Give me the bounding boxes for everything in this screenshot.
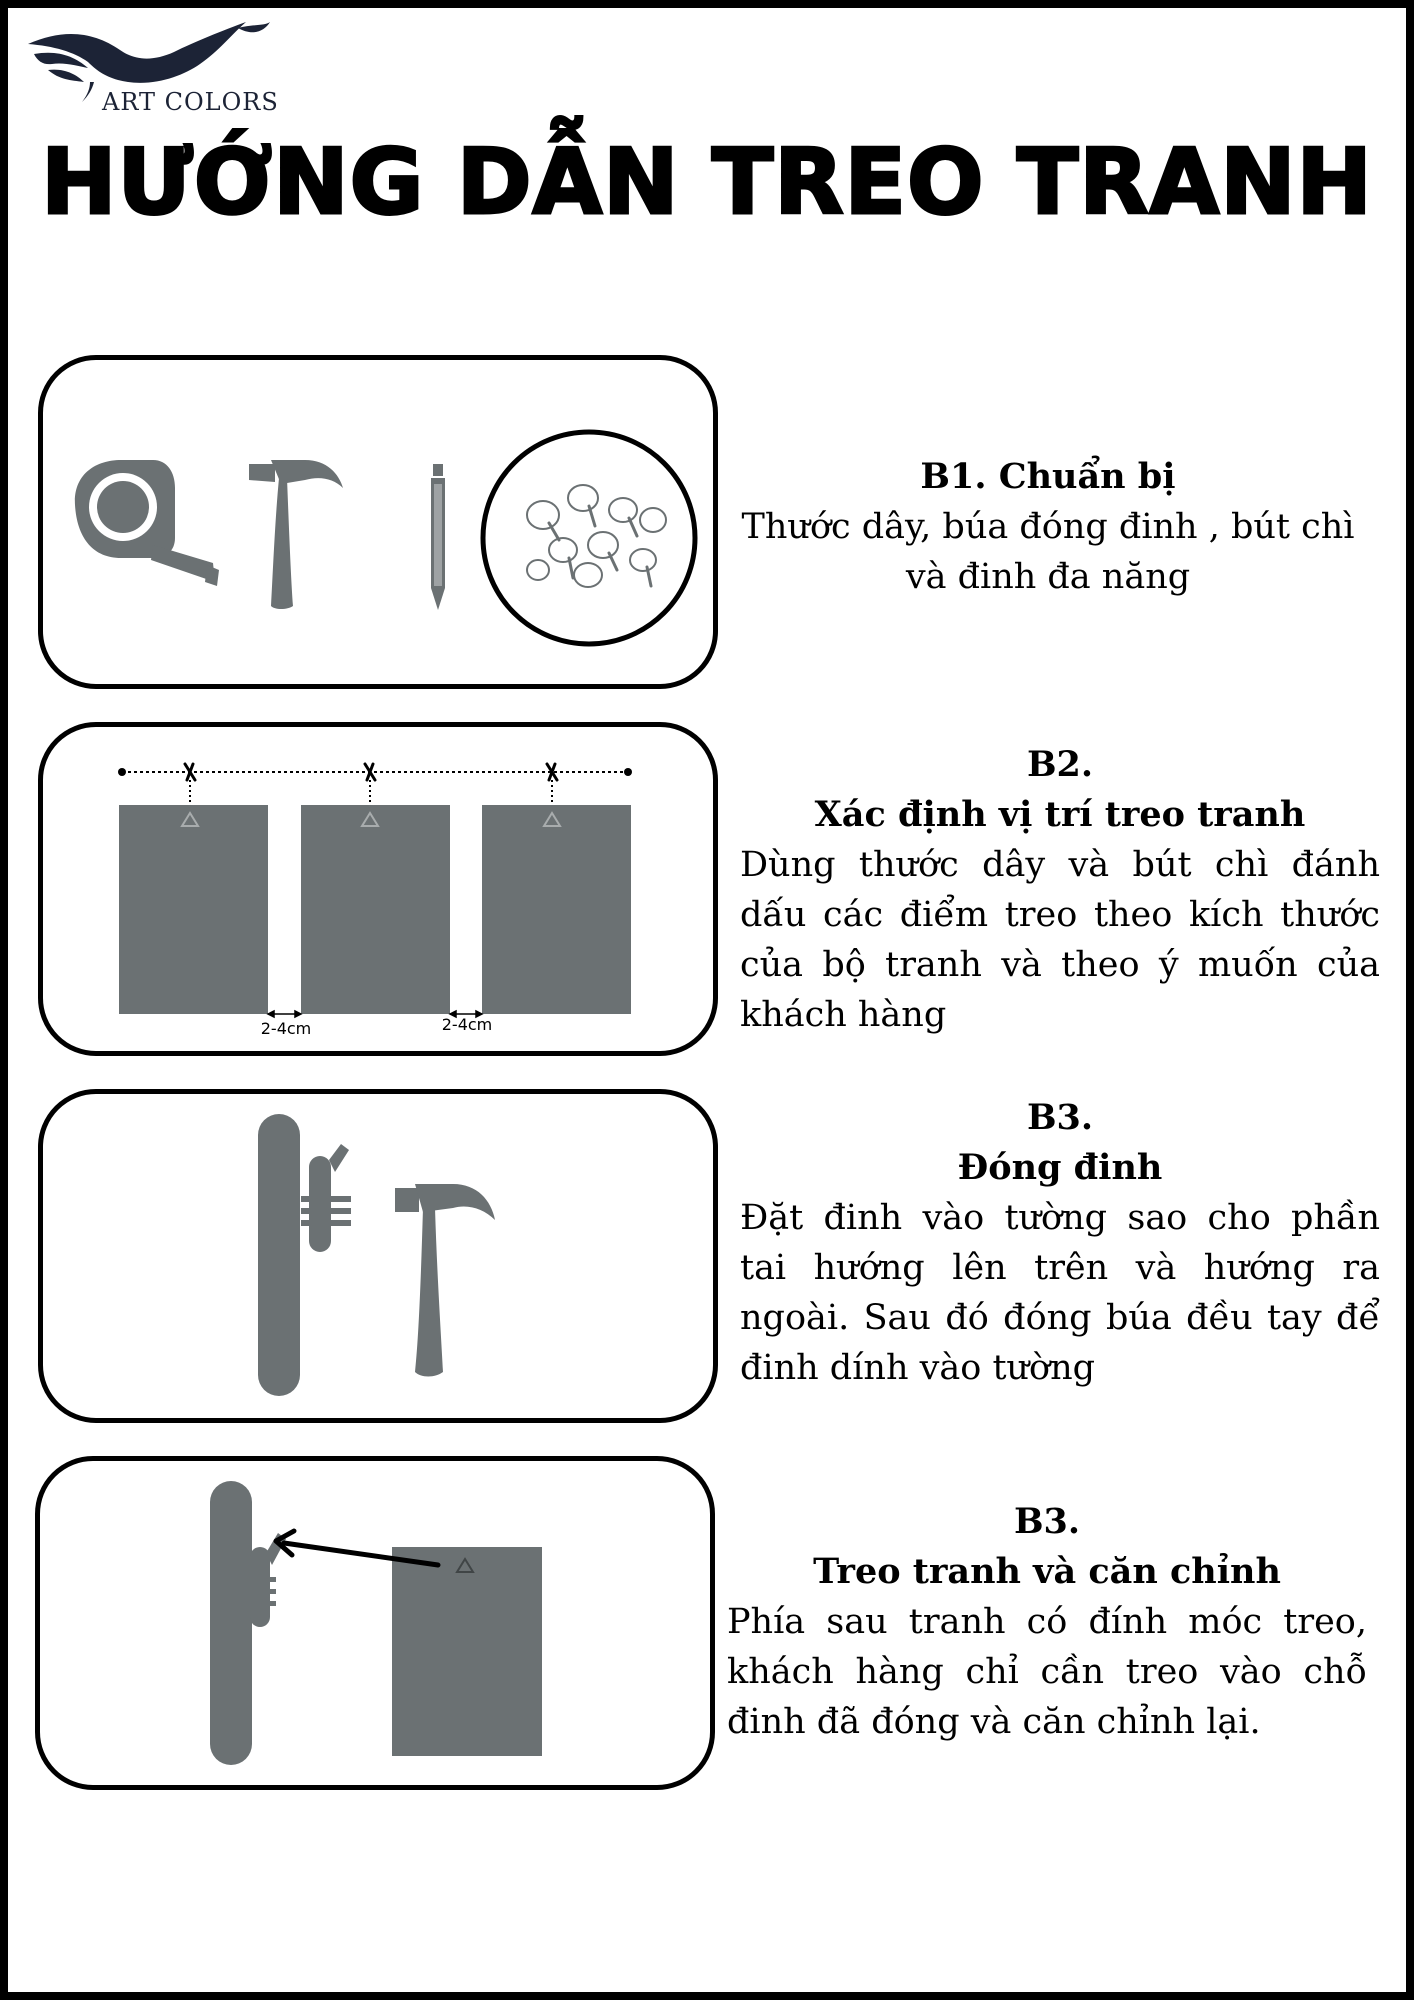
- step3-title: Đóng đinh: [957, 1147, 1163, 1188]
- step1-illustration: [38, 355, 718, 689]
- step2-illustration: [38, 722, 718, 1056]
- page-title: HƯỚNG DẪN TREO TRANH: [41, 130, 1373, 235]
- step2-title: Xác định vị trí treo tranh: [814, 794, 1306, 835]
- wall-icon: [210, 1481, 252, 1765]
- wall-hooks-icon: [483, 432, 695, 644]
- step1-text: [724, 452, 1372, 602]
- brand-name: ART COLORS: [102, 88, 279, 116]
- nail-hook-icon: [301, 1144, 351, 1252]
- step1-title: B1. Chuẩn bị: [920, 456, 1176, 497]
- step4-illustration: [35, 1456, 715, 1790]
- hammer-icon: [249, 460, 343, 609]
- step2-text: [740, 740, 1380, 1040]
- step2-body: Dùng thước dây và bút chì đánh dấu các điểm treo theo kích thước của bộ tranh và theo ý muốn của khách hàng: [740, 845, 1380, 1035]
- pencil-icon: [431, 464, 445, 610]
- tape-measure-icon: [75, 460, 219, 586]
- step4-number: B3.: [1013, 1501, 1081, 1542]
- step3-body: Đặt đinh vào tường sao cho phần tai hướng lên trên và hướng ra ngoài. Sau đó đóng búa đều tay để đinh dính vào tường: [740, 1198, 1380, 1388]
- wall-icon: [258, 1114, 300, 1396]
- picture-frames: [119, 805, 631, 1014]
- step3-illustration: [38, 1089, 718, 1423]
- gap-label: 2-4cm: [441, 1015, 493, 1034]
- step3-number: B3.: [1026, 1097, 1094, 1138]
- picture-frame: [392, 1547, 542, 1756]
- step3-text: [740, 1093, 1380, 1393]
- step4-body: Phía sau tranh có đính móc treo, khách hàng chỉ cần treo vào chỗ đinh đã đóng và căn chỉnh lại.: [727, 1602, 1367, 1742]
- step1-body: Thước dây, búa đóng đinh , bút chì và đinh đa năng: [741, 507, 1355, 597]
- hammer-icon: [395, 1184, 495, 1377]
- step4-text: [727, 1497, 1367, 1747]
- step4-title: Treo tranh và căn chỉnh: [813, 1551, 1281, 1592]
- step2-number: B2.: [1026, 744, 1094, 785]
- gap-label: 2-4cm: [260, 1019, 312, 1038]
